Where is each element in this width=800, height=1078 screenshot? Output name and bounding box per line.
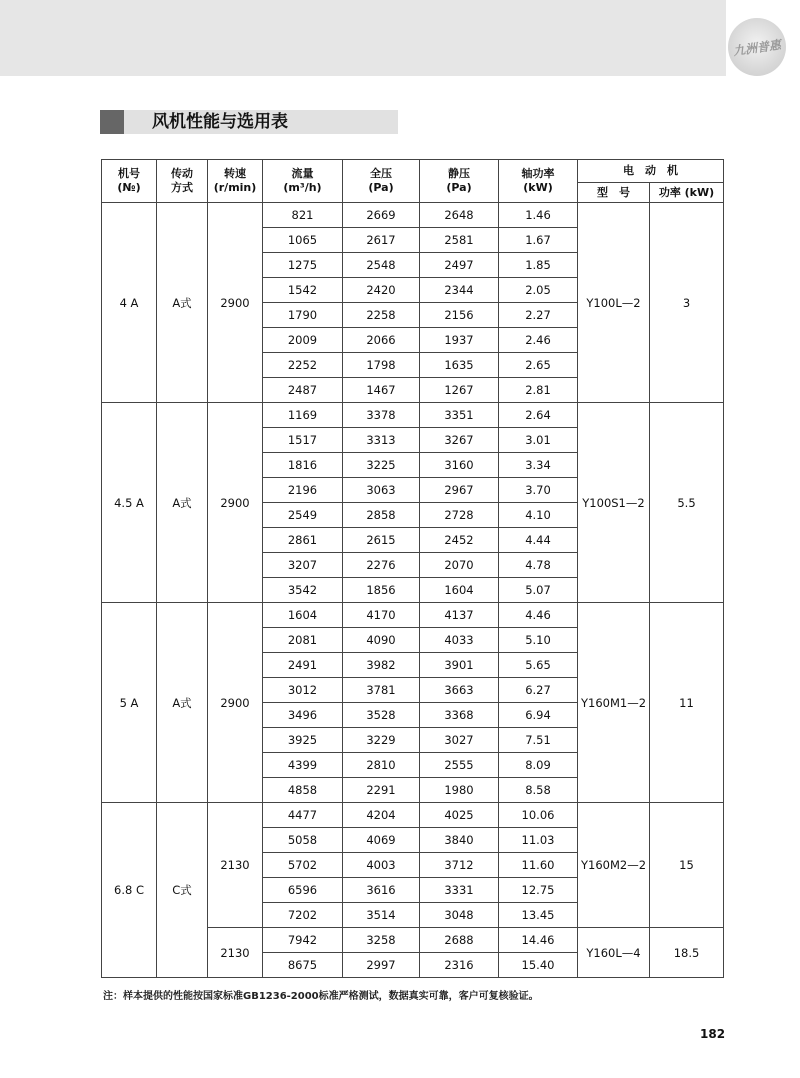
total-pressure-cell: 4003 [343,853,420,878]
static-pressure-cell: 4137 [420,603,499,628]
title-marker [100,110,124,134]
total-pressure-cell: 1856 [343,578,420,603]
total-pressure-cell: 3313 [343,428,420,453]
static-pressure-cell: 2581 [420,228,499,253]
static-pressure-cell: 2452 [420,528,499,553]
flow-cell: 2549 [263,503,343,528]
header-band [0,0,726,76]
flow-cell: 4399 [263,753,343,778]
static-pressure-cell: 2648 [420,203,499,228]
static-pressure-cell: 2497 [420,253,499,278]
shaft-power-cell: 1.67 [499,228,578,253]
static-pressure-cell: 3901 [420,653,499,678]
flow-cell: 1604 [263,603,343,628]
total-pressure-cell: 2617 [343,228,420,253]
flow-cell: 8675 [263,953,343,978]
flow-cell: 4858 [263,778,343,803]
speed-cell: 2900 [208,203,263,403]
total-pressure-cell: 2291 [343,778,420,803]
shaft-power-cell: 5.10 [499,628,578,653]
header-model: 机号 (№) [102,160,157,203]
total-pressure-cell: 2548 [343,253,420,278]
shaft-power-cell: 5.07 [499,578,578,603]
company-logo [728,18,786,76]
flow-cell: 4477 [263,803,343,828]
header-shaft-power: 轴功率 (kW) [499,160,578,203]
total-pressure-cell: 2858 [343,503,420,528]
total-pressure-cell: 3229 [343,728,420,753]
static-pressure-cell: 2967 [420,478,499,503]
shaft-power-cell: 2.81 [499,378,578,403]
fan-model-cell: 6.8 C [102,803,157,978]
table-row [102,803,724,828]
flow-cell: 1790 [263,303,343,328]
shaft-power-cell: 4.78 [499,553,578,578]
shaft-power-cell: 2.65 [499,353,578,378]
shaft-power-cell: 2.64 [499,403,578,428]
shaft-power-cell: 3.01 [499,428,578,453]
header-motor-power: 功率 (kW) [650,183,724,203]
total-pressure-cell: 2615 [343,528,420,553]
static-pressure-cell: 3663 [420,678,499,703]
total-pressure-cell: 3514 [343,903,420,928]
header-motor: 电 动 机 [578,160,724,183]
flow-cell: 3925 [263,728,343,753]
motor-model-cell: Y160M1—2 [578,603,650,803]
static-pressure-cell: 1937 [420,328,499,353]
drive-type-cell: A式 [157,203,208,403]
static-pressure-cell: 1635 [420,353,499,378]
flow-cell: 2196 [263,478,343,503]
flow-cell: 1816 [263,453,343,478]
shaft-power-cell: 8.58 [499,778,578,803]
shaft-power-cell: 15.40 [499,953,578,978]
logo-text: 九洲普惠 [732,37,782,58]
fan-model-cell: 4 A [102,203,157,403]
shaft-power-cell: 5.65 [499,653,578,678]
flow-cell: 1517 [263,428,343,453]
motor-power-cell: 18.5 [650,928,724,978]
static-pressure-cell: 3160 [420,453,499,478]
flow-cell: 3012 [263,678,343,703]
total-pressure-cell: 2066 [343,328,420,353]
flow-cell: 5058 [263,828,343,853]
total-pressure-cell: 3781 [343,678,420,703]
flow-cell: 2081 [263,628,343,653]
drive-type-cell: C式 [157,803,208,978]
shaft-power-cell: 6.94 [499,703,578,728]
flow-cell: 2491 [263,653,343,678]
static-pressure-cell: 2728 [420,503,499,528]
static-pressure-cell: 2555 [420,753,499,778]
header-flow: 流量 (m³/h) [263,160,343,203]
flow-cell: 2252 [263,353,343,378]
total-pressure-cell: 2997 [343,953,420,978]
motor-model-cell: Y100S1—2 [578,403,650,603]
flow-cell: 1275 [263,253,343,278]
motor-power-cell: 15 [650,803,724,928]
flow-cell: 2009 [263,328,343,353]
shaft-power-cell: 7.51 [499,728,578,753]
flow-cell: 3207 [263,553,343,578]
flow-cell: 1542 [263,278,343,303]
flow-cell: 5702 [263,853,343,878]
static-pressure-cell: 2344 [420,278,499,303]
flow-cell: 1169 [263,403,343,428]
total-pressure-cell: 2420 [343,278,420,303]
static-pressure-cell: 3027 [420,728,499,753]
page-number: 182 [700,1027,726,1041]
flow-cell: 7202 [263,903,343,928]
static-pressure-cell: 2688 [420,928,499,953]
static-pressure-cell: 3368 [420,703,499,728]
total-pressure-cell: 1798 [343,353,420,378]
shaft-power-cell: 2.46 [499,328,578,353]
static-pressure-cell: 3048 [420,903,499,928]
drive-type-cell: A式 [157,403,208,603]
total-pressure-cell: 3982 [343,653,420,678]
total-pressure-cell: 4090 [343,628,420,653]
shaft-power-cell: 3.70 [499,478,578,503]
shaft-power-cell: 11.03 [499,828,578,853]
speed-cell: 2130 [208,928,263,978]
header-motor-model: 型 号 [578,183,650,203]
header-drive: 传动 方式 [157,160,208,203]
shaft-power-cell: 2.05 [499,278,578,303]
static-pressure-cell: 1267 [420,378,499,403]
shaft-power-cell: 2.27 [499,303,578,328]
flow-cell: 1065 [263,228,343,253]
total-pressure-cell: 4069 [343,828,420,853]
speed-cell: 2900 [208,603,263,803]
static-pressure-cell: 4025 [420,803,499,828]
table-row [102,603,724,628]
flow-cell: 3496 [263,703,343,728]
static-pressure-cell: 2156 [420,303,499,328]
total-pressure-cell: 2669 [343,203,420,228]
total-pressure-cell: 3258 [343,928,420,953]
flow-cell: 2487 [263,378,343,403]
flow-cell: 821 [263,203,343,228]
flow-cell: 6596 [263,878,343,903]
drive-type-cell: A式 [157,603,208,803]
speed-cell: 2900 [208,403,263,603]
total-pressure-cell: 3225 [343,453,420,478]
shaft-power-cell: 3.34 [499,453,578,478]
static-pressure-cell: 3351 [420,403,499,428]
static-pressure-cell: 3331 [420,878,499,903]
fan-model-cell: 4.5 A [102,403,157,603]
page-title: 风机性能与选用表 [152,112,288,132]
motor-power-cell: 11 [650,603,724,803]
shaft-power-cell: 8.09 [499,753,578,778]
header-static-pressure: 静压 (Pa) [420,160,499,203]
total-pressure-cell: 1467 [343,378,420,403]
shaft-power-cell: 4.46 [499,603,578,628]
static-pressure-cell: 2070 [420,553,499,578]
header-total-pressure: 全压 (Pa) [343,160,420,203]
total-pressure-cell: 4204 [343,803,420,828]
motor-power-cell: 3 [650,203,724,403]
flow-cell: 2861 [263,528,343,553]
shaft-power-cell: 6.27 [499,678,578,703]
header-speed: 转速 (r/min) [208,160,263,203]
footnote: 注：样本提供的性能按国家标准GB1236-2000标准严格测试，数据真实可靠，客户可复核验证。 [103,991,539,1002]
total-pressure-cell: 2810 [343,753,420,778]
table-row [102,203,724,228]
performance-table [101,159,724,978]
shaft-power-cell: 10.06 [499,803,578,828]
table-row [102,403,724,428]
static-pressure-cell: 4033 [420,628,499,653]
motor-model-cell: Y160M2—2 [578,803,650,928]
shaft-power-cell: 1.46 [499,203,578,228]
motor-power-cell: 5.5 [650,403,724,603]
total-pressure-cell: 2276 [343,553,420,578]
total-pressure-cell: 3528 [343,703,420,728]
static-pressure-cell: 3267 [420,428,499,453]
static-pressure-cell: 2316 [420,953,499,978]
total-pressure-cell: 3063 [343,478,420,503]
static-pressure-cell: 3712 [420,853,499,878]
shaft-power-cell: 11.60 [499,853,578,878]
shaft-power-cell: 1.85 [499,253,578,278]
shaft-power-cell: 14.46 [499,928,578,953]
fan-model-cell: 5 A [102,603,157,803]
static-pressure-cell: 1980 [420,778,499,803]
shaft-power-cell: 4.44 [499,528,578,553]
shaft-power-cell: 4.10 [499,503,578,528]
total-pressure-cell: 2258 [343,303,420,328]
motor-model-cell: Y100L—2 [578,203,650,403]
total-pressure-cell: 3378 [343,403,420,428]
total-pressure-cell: 4170 [343,603,420,628]
static-pressure-cell: 1604 [420,578,499,603]
static-pressure-cell: 3840 [420,828,499,853]
shaft-power-cell: 13.45 [499,903,578,928]
flow-cell: 3542 [263,578,343,603]
shaft-power-cell: 12.75 [499,878,578,903]
flow-cell: 7942 [263,928,343,953]
total-pressure-cell: 3616 [343,878,420,903]
motor-model-cell: Y160L—4 [578,928,650,978]
speed-cell: 2130 [208,803,263,928]
